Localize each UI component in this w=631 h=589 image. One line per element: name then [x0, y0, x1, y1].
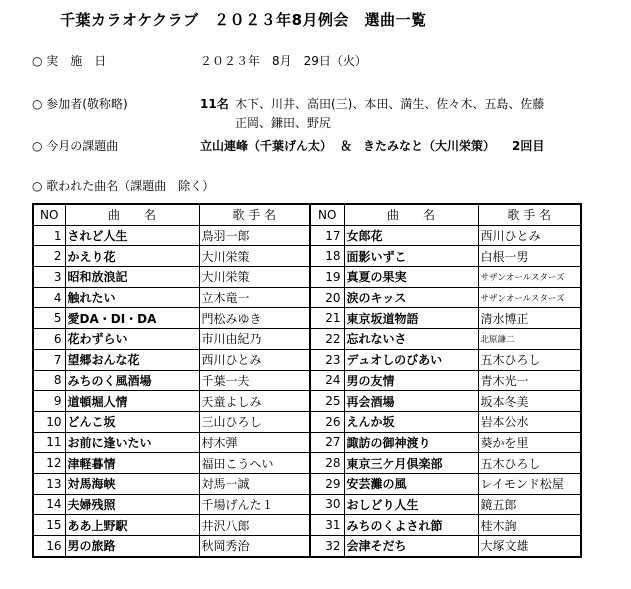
- artist-name: 市川由紀乃: [199, 329, 310, 350]
- row-number: 3: [33, 267, 65, 288]
- row-number: 4: [33, 287, 65, 308]
- table-row: [33, 536, 581, 557]
- song-title: 昭和放浪記: [65, 267, 199, 288]
- table-row: [33, 287, 581, 308]
- table-row: [33, 246, 581, 267]
- assignment-song1: 立山連峰（千葉げん太）: [200, 139, 333, 153]
- row-number: 7: [33, 349, 65, 370]
- date-value: ２０２３年 8月 29日（火）: [200, 54, 367, 68]
- song-title: 男の友情: [344, 370, 478, 391]
- assignment-song2: きたみなと（大川栄策）: [363, 139, 496, 153]
- artist-name: 桂木詢: [478, 515, 581, 536]
- song-title: えんか坂: [344, 411, 478, 432]
- artist-name: 大川栄策: [199, 267, 310, 288]
- header-no-left: NO: [33, 204, 65, 225]
- song-title: どんこ坂: [65, 411, 199, 432]
- row-number: 6: [33, 329, 65, 350]
- song-title: 津軽暮情: [65, 453, 199, 474]
- song-table: [32, 203, 582, 558]
- row-number: 28: [310, 453, 344, 474]
- row-number: 1: [33, 225, 65, 246]
- song-title: 望郷おんな花: [65, 349, 199, 370]
- header-song-left: 曲 名: [65, 204, 199, 225]
- row-number: 21: [310, 308, 344, 329]
- song-title: 男の旅路: [65, 536, 199, 557]
- row-number: 8: [33, 370, 65, 391]
- row-number: 29: [310, 473, 344, 494]
- song-title: 再会酒場: [344, 391, 478, 412]
- song-title: デュオしのびあい: [344, 349, 478, 370]
- artist-name: 西川ひとみ: [199, 349, 310, 370]
- participants-names-line1: 木下、川井、高田(三)、本田、満生、佐々木、五島、佐藤: [235, 97, 545, 111]
- song-title: みちのく風酒場: [65, 370, 199, 391]
- song-title: 安芸灘の風: [344, 473, 478, 494]
- table-row: [33, 473, 581, 494]
- row-number: 30: [310, 494, 344, 515]
- table-row: [33, 329, 581, 350]
- artist-name: レイモンド松屋: [478, 473, 581, 494]
- table-header-row: [33, 204, 581, 225]
- song-title: 忘れないさ: [344, 329, 478, 350]
- row-number: 5: [33, 308, 65, 329]
- song-title: 触れたい: [65, 287, 199, 308]
- row-number: 18: [310, 246, 344, 267]
- date-label: ○ 実 施 日: [32, 54, 107, 68]
- artist-name: 岩本公水: [478, 411, 581, 432]
- song-title: 夫婦残照: [65, 494, 199, 515]
- assignment-amp: ＆: [340, 139, 353, 153]
- row-number: 22: [310, 329, 344, 350]
- artist-name: 大塚文雄: [478, 536, 581, 557]
- header-no-right: NO: [310, 204, 344, 225]
- page-title: 千葉カラオケクラブ ２０２３年8月例会 選曲一覧: [60, 11, 427, 29]
- table-row: [33, 515, 581, 536]
- row-number: 12: [33, 453, 65, 474]
- row-number: 23: [310, 349, 344, 370]
- artist-name: 北原謙二: [478, 329, 581, 350]
- song-title: お前に逢いたい: [65, 432, 199, 453]
- artist-name: 福田こうへい: [199, 453, 310, 474]
- artist-name: 清水博正: [478, 308, 581, 329]
- song-title: 花わずらい: [65, 329, 199, 350]
- artist-name: 天童よしみ: [199, 391, 310, 412]
- header-artist-right: 歌 手 名: [478, 204, 581, 225]
- song-title: 愛DA・DI・DA: [65, 308, 199, 329]
- artist-name: 青木光一: [478, 370, 581, 391]
- artist-name: 千葉一夫: [199, 370, 310, 391]
- song-title: かえり花: [65, 246, 199, 267]
- table-row: [33, 370, 581, 391]
- table-row: [33, 308, 581, 329]
- table-row: [33, 432, 581, 453]
- song-title: ああ上野駅: [65, 515, 199, 536]
- song-title: 会津そだち: [344, 536, 478, 557]
- artist-name: 白根一男: [478, 246, 581, 267]
- artist-name: 秋岡秀治: [199, 536, 310, 557]
- row-number: 10: [33, 411, 65, 432]
- table-row: [33, 494, 581, 515]
- row-number: 32: [310, 536, 344, 557]
- song-title: 対馬海峡: [65, 473, 199, 494]
- song-title: みちのくよされ節: [344, 515, 478, 536]
- song-title: 東京三ケ月倶楽部: [344, 453, 478, 474]
- participants-label: ○ 参加者(敬称略): [32, 97, 128, 111]
- song-title: 真夏の果実: [344, 267, 478, 288]
- song-title: おしどり人生: [344, 494, 478, 515]
- row-number: 15: [33, 515, 65, 536]
- artist-name: 五木ひろし: [478, 349, 581, 370]
- song-title: 涙のキッス: [344, 287, 478, 308]
- row-number: 31: [310, 515, 344, 536]
- table-row: [33, 453, 581, 474]
- artist-name: 対馬一誠: [199, 473, 310, 494]
- row-number: 2: [33, 246, 65, 267]
- row-number: 9: [33, 391, 65, 412]
- artist-name: 立木竜一: [199, 287, 310, 308]
- participants-names-line2: 正岡、鎌田、野尻: [235, 116, 332, 130]
- artist-name: サザンオールスターズ: [478, 287, 581, 308]
- row-number: 14: [33, 494, 65, 515]
- header-song-right: 曲 名: [344, 204, 478, 225]
- assignment-label: ○ 今月の課題曲: [32, 139, 119, 153]
- song-title: 面影いずこ: [344, 246, 478, 267]
- song-title: 東京坂道物語: [344, 308, 478, 329]
- row-number: 20: [310, 287, 344, 308]
- artist-name: 大川栄策: [199, 246, 310, 267]
- header-artist-left: 歌 手 名: [199, 204, 310, 225]
- artist-name: 西川ひとみ: [478, 225, 581, 246]
- artist-name: 村木弾: [199, 432, 310, 453]
- song-title: されど人生: [65, 225, 199, 246]
- song-title: 道頓堀人情: [65, 391, 199, 412]
- table-row: [33, 349, 581, 370]
- artist-name: 坂本冬美: [478, 391, 581, 412]
- artist-name: 葵かを里: [478, 432, 581, 453]
- row-number: 25: [310, 391, 344, 412]
- song-title: 女郎花: [344, 225, 478, 246]
- artist-name: 鳥羽一郎: [199, 225, 310, 246]
- table-row: [33, 411, 581, 432]
- artist-name: 井沢八郎: [199, 515, 310, 536]
- participants-count: 11名: [200, 97, 229, 111]
- artist-name: サザンオールスターズ: [478, 267, 581, 288]
- row-number: 24: [310, 370, 344, 391]
- artist-name: 門松みゆき: [199, 308, 310, 329]
- row-number: 19: [310, 267, 344, 288]
- row-number: 17: [310, 225, 344, 246]
- row-number: 27: [310, 432, 344, 453]
- row-number: 16: [33, 536, 65, 557]
- artist-name: 五木ひろし: [478, 453, 581, 474]
- table-row: [33, 391, 581, 412]
- artist-name: 三山ひろし: [199, 411, 310, 432]
- row-number: 13: [33, 473, 65, 494]
- row-number: 26: [310, 411, 344, 432]
- song-title: 諏訪の御神渡り: [344, 432, 478, 453]
- artist-name: 鏡五郎: [478, 494, 581, 515]
- assignment-round: 2回目: [512, 139, 545, 153]
- table-row: [33, 225, 581, 246]
- artist-name: 千場げんた１: [199, 494, 310, 515]
- row-number: 11: [33, 432, 65, 453]
- table-row: [33, 267, 581, 288]
- sung-heading: ○ 歌われた曲名（課題曲 除く）: [32, 179, 215, 193]
